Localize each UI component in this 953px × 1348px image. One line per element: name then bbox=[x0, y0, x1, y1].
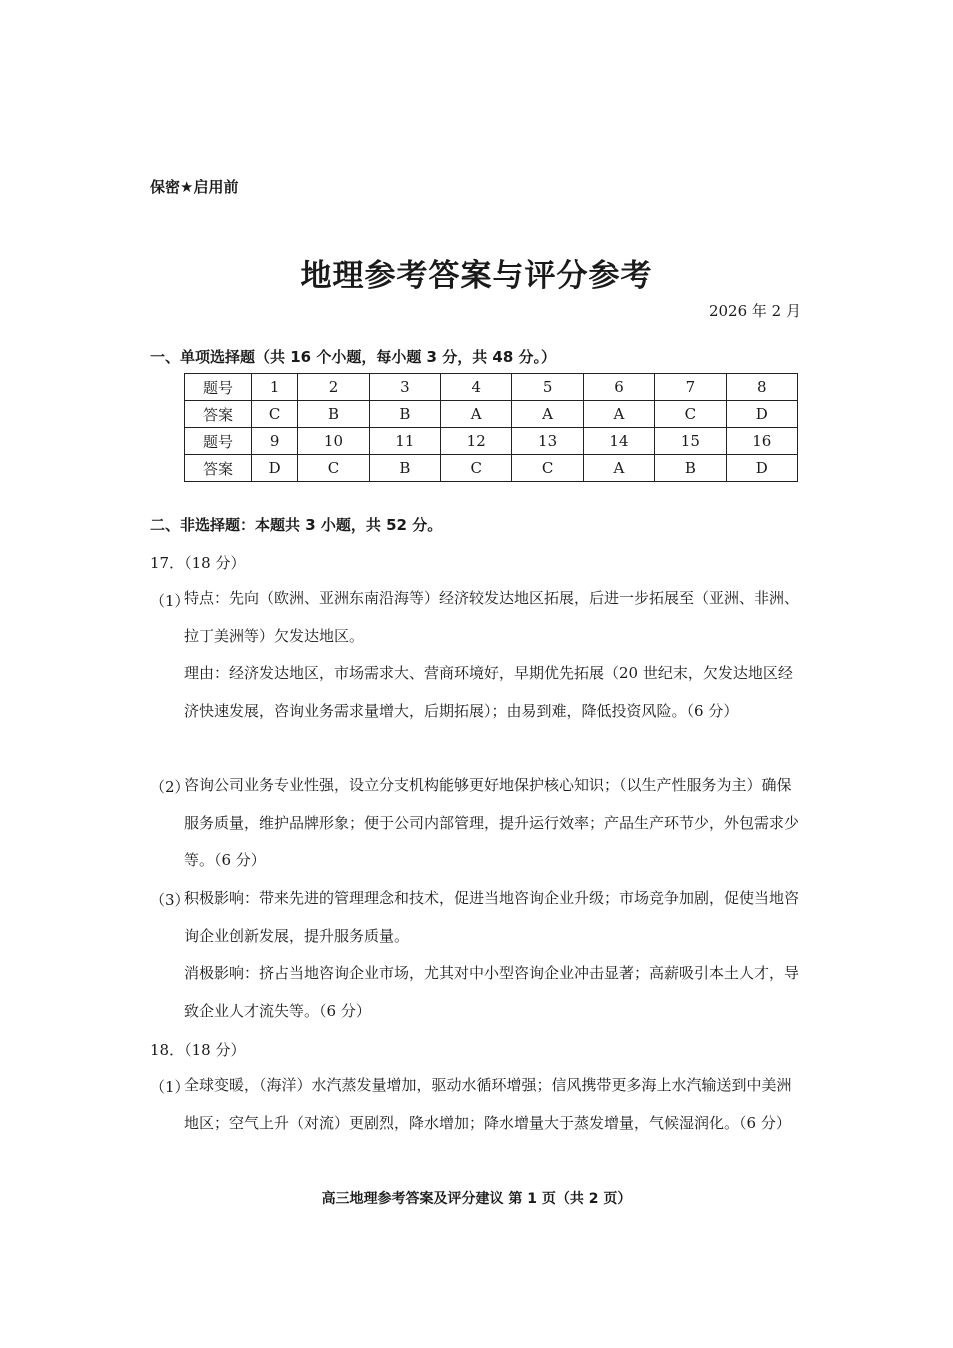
table-cell: A bbox=[441, 401, 512, 428]
table-cell: D bbox=[726, 401, 797, 428]
table-cell: 答案 bbox=[185, 455, 252, 482]
table-cell: 13 bbox=[512, 428, 583, 455]
table-cell: 1 bbox=[252, 374, 298, 401]
table-cell: C bbox=[512, 455, 583, 482]
table-cell: B bbox=[369, 401, 440, 428]
table-cell: C bbox=[252, 401, 298, 428]
table-cell: 题号 bbox=[185, 374, 252, 401]
q17-part2-label: （2） bbox=[150, 778, 190, 796]
question-17-number: 17．（18 分） bbox=[150, 554, 246, 572]
q17-part2-text: 咨询公司业务专业性强，设立分支机构能够更好地保护核心知识；（以生产性服务为主）确保服务质量，维护品牌形象；便于公司内部管理，提升运行效率；产品生产环节少，外包需求少等。（6 分） bbox=[184, 776, 800, 869]
q17-part3-negative: 消极影响：挤占当地咨询企业市场，尤其对中小型咨询企业冲击显著；高薪吸引本土人才，导致企业人才流失等。（6 分） bbox=[184, 964, 800, 1020]
table-cell: B bbox=[655, 455, 726, 482]
section1-heading: 一、单项选择题（共 16 个小题，每小题 3 分，共 48 分。） bbox=[150, 348, 557, 366]
table-cell: 6 bbox=[583, 374, 654, 401]
table-cell: 8 bbox=[726, 374, 797, 401]
q17-part1-reason: 理由：经济发达地区，市场需求大、营商环境好，早期优先拓展（20 世纪末，欠发达地区经济快速发展，咨询业务需求量增大，后期拓展）；由易到难，降低投资风险。（6 分） bbox=[184, 664, 793, 720]
table-cell: C bbox=[441, 455, 512, 482]
table-cell: 答案 bbox=[185, 401, 252, 428]
table-cell: 12 bbox=[441, 428, 512, 455]
table-cell: 15 bbox=[655, 428, 726, 455]
table-cell: C bbox=[298, 455, 369, 482]
table-cell: 9 bbox=[252, 428, 298, 455]
table-cell: D bbox=[726, 455, 797, 482]
q17-part1-label: （1） bbox=[150, 592, 190, 610]
q18-part1-label: （1） bbox=[150, 1078, 190, 1096]
table-row bbox=[185, 428, 798, 455]
answer-table bbox=[184, 373, 798, 482]
table-cell: 2 bbox=[298, 374, 369, 401]
table-row bbox=[185, 374, 798, 401]
document-date: 2026 年 2 月 bbox=[708, 302, 801, 320]
page-footer: 高三地理参考答案及评分建议 第 1 页（共 2 页） bbox=[321, 1191, 632, 1207]
confidential-label: 保密★启用前 bbox=[150, 178, 239, 196]
document-title: 地理参考答案与评分参考 bbox=[300, 258, 653, 294]
table-cell: 14 bbox=[583, 428, 654, 455]
table-cell: A bbox=[583, 455, 654, 482]
table-cell: 7 bbox=[655, 374, 726, 401]
table-cell: 10 bbox=[298, 428, 369, 455]
section2-heading: 二、非选择题：本题共 3 小题，共 52 分。 bbox=[150, 516, 443, 534]
table-cell: A bbox=[512, 401, 583, 428]
table-cell: B bbox=[369, 455, 440, 482]
table-cell: 5 bbox=[512, 374, 583, 401]
table-cell: C bbox=[655, 401, 726, 428]
table-cell: B bbox=[298, 401, 369, 428]
table-cell: 11 bbox=[369, 428, 440, 455]
q18-part1-text: 全球变暖，（海洋）水汽蒸发量增加，驱动水循环增强；信风携带更多海上水汽输送到中美洲地区；空气上升（对流）更剧烈，降水增加；降水增量大于蒸发增量，气候湿润化。（6 分） bbox=[184, 1076, 792, 1132]
table-cell: 题号 bbox=[185, 428, 252, 455]
table-cell: A bbox=[583, 401, 654, 428]
table-row bbox=[185, 455, 798, 482]
table-cell: 4 bbox=[441, 374, 512, 401]
table-cell: 16 bbox=[726, 428, 797, 455]
table-row bbox=[185, 401, 798, 428]
q17-part3-label: （3） bbox=[150, 891, 190, 909]
q17-part1-feature: 特点：先向（欧洲、亚洲东南沿海等）经济较发达地区拓展，后进一步拓展至（亚洲、非洲、拉丁美洲等）欠发达地区。 bbox=[184, 589, 800, 645]
question-18-number: 18．（18 分） bbox=[150, 1041, 246, 1059]
table-cell: 3 bbox=[369, 374, 440, 401]
q17-part3-positive: 积极影响：带来先进的管理理念和技术，促进当地咨询企业升级；市场竞争加剧，促使当地咨询企业创新发展，提升服务质量。 bbox=[184, 889, 800, 945]
table-cell: D bbox=[252, 455, 298, 482]
